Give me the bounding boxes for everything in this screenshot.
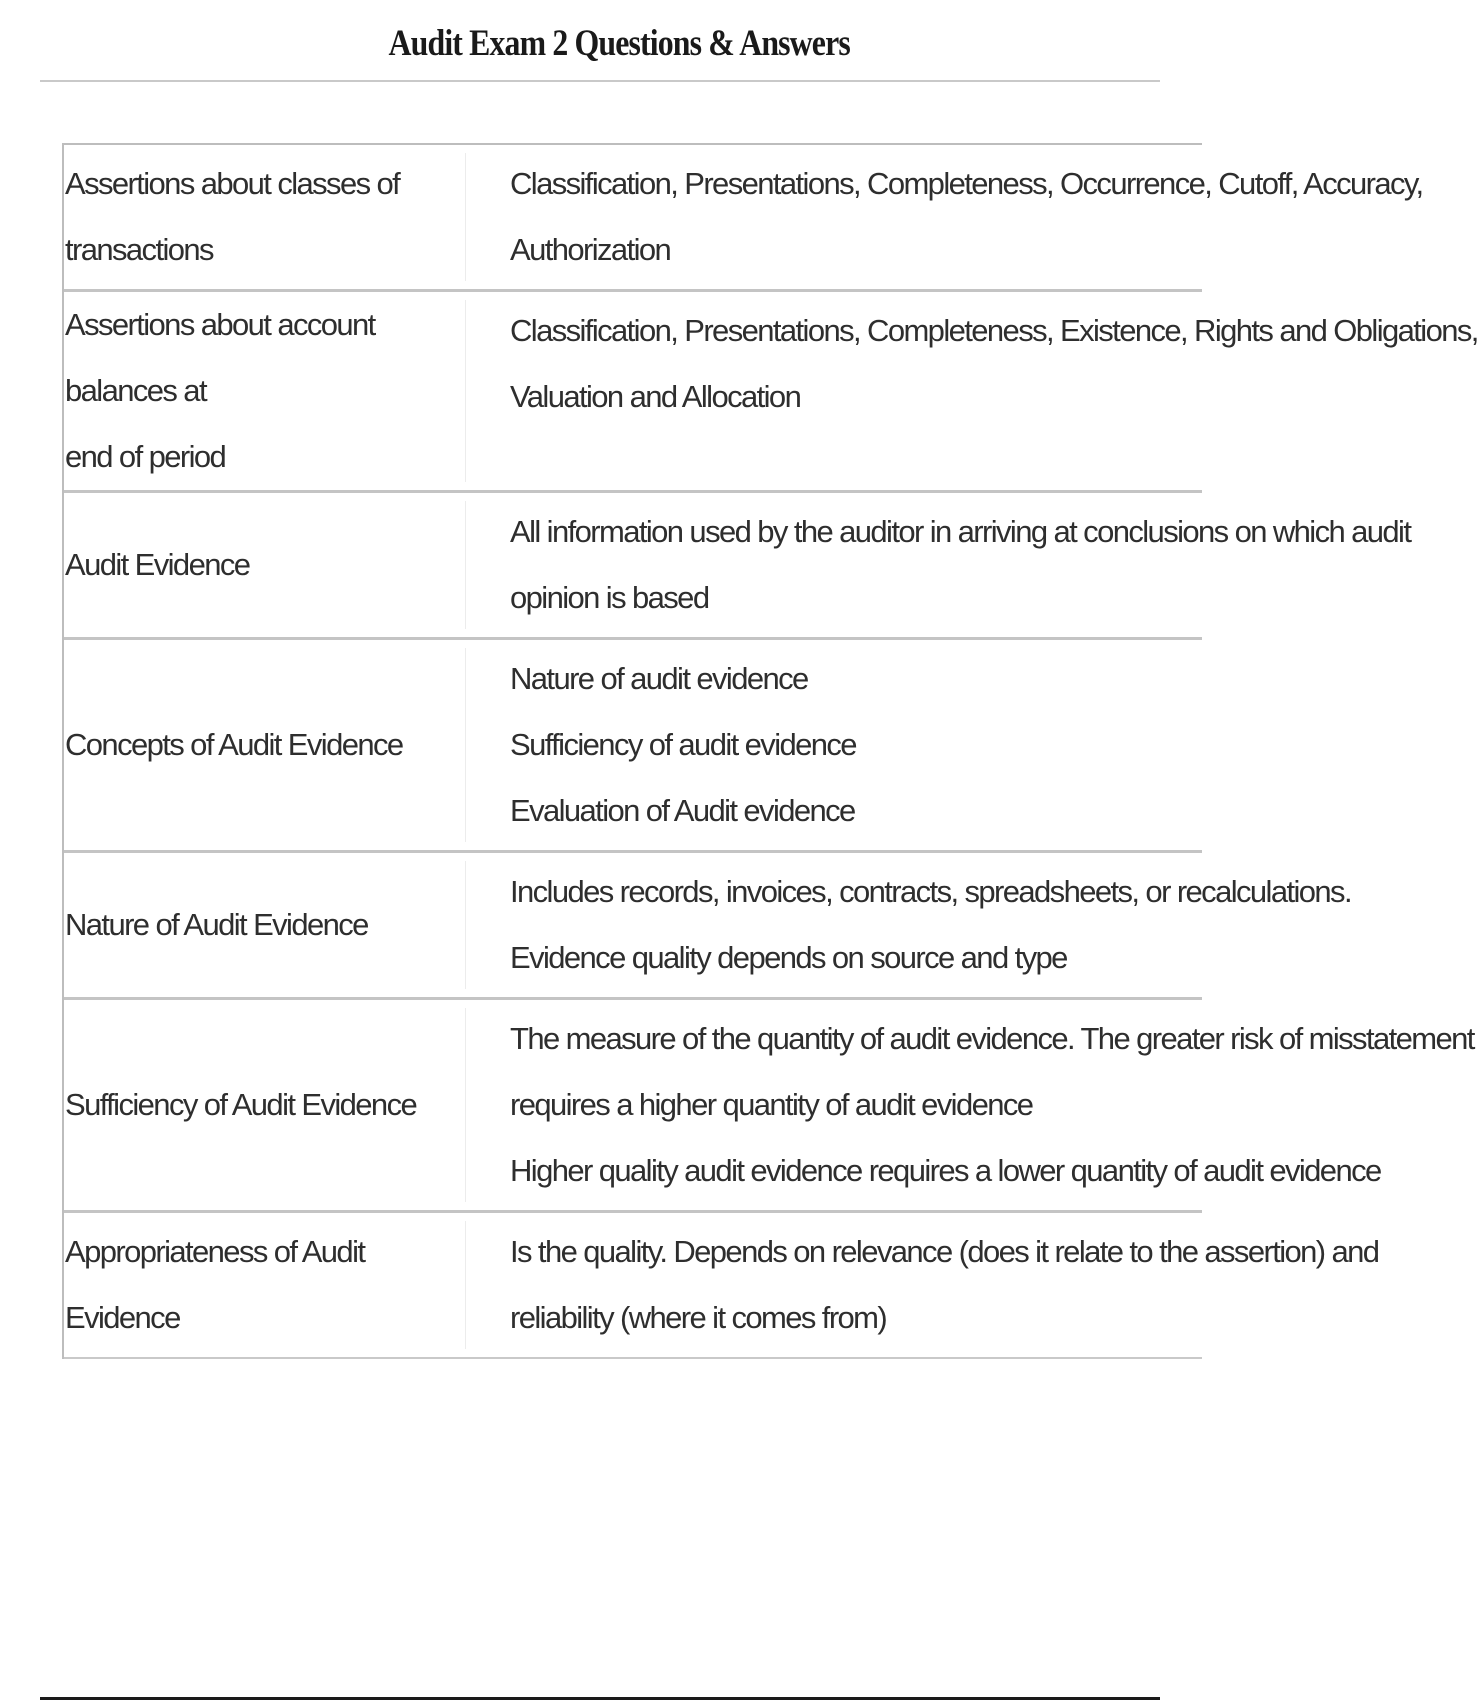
table-row xyxy=(64,640,1202,853)
definition-line: opinion is based xyxy=(510,580,709,615)
term-cell xyxy=(64,853,465,997)
term-text xyxy=(65,1072,416,1138)
definition-line: reliability (where it comes from) xyxy=(510,1300,887,1335)
table-row xyxy=(64,292,1478,493)
definition-line: requires a higher quantity of audit evidence xyxy=(510,1087,1033,1122)
definition-cell xyxy=(466,145,1423,289)
definition-line: The measure of the quantity of audit evidence. The greater risk of misstatement xyxy=(510,1021,1474,1056)
definition-line: Nature of audit evidence xyxy=(510,661,808,696)
definition-cell xyxy=(466,292,1478,490)
definition-line: Classification, Presentations, Completeness, Occurrence, Cutoff, Accuracy, xyxy=(510,166,1423,201)
term-cell xyxy=(64,145,465,289)
definition-cell xyxy=(466,640,1202,850)
term-text xyxy=(65,892,368,958)
term-text xyxy=(65,532,249,598)
term-cell xyxy=(64,1213,465,1357)
table-row xyxy=(64,145,1423,292)
term-line: end of period xyxy=(65,439,226,474)
table-row xyxy=(64,1000,1474,1213)
definition-cell xyxy=(466,1000,1474,1210)
definition-line: Authorization xyxy=(510,232,671,267)
term-cell xyxy=(64,640,465,850)
term-cell xyxy=(64,1000,465,1210)
table-row xyxy=(64,853,1351,1000)
term-line: Nature of Audit Evidence xyxy=(65,907,368,942)
term-text xyxy=(65,292,465,490)
definition-line: Valuation and Allocation xyxy=(510,379,801,414)
definition-line: Sufficiency of audit evidence xyxy=(510,727,856,762)
title-divider xyxy=(40,80,1160,82)
definition-line: Is the quality. Depends on relevance (does it relate to the assertion) and xyxy=(510,1234,1379,1269)
term-line: Assertions about account balances at xyxy=(65,307,375,408)
definition-line: Higher quality audit evidence requires a lower quantity of audit evidence xyxy=(510,1153,1381,1188)
term-cell xyxy=(64,292,465,490)
term-line: Sufficiency of Audit Evidence xyxy=(65,1087,417,1122)
definition-cell xyxy=(466,1213,1378,1357)
term-line: Appropriateness of Audit Evidence xyxy=(65,1234,365,1335)
definition-cell xyxy=(466,853,1351,997)
term-cell xyxy=(64,493,465,637)
term-line: Concepts of Audit Evidence xyxy=(65,727,403,762)
document-title: Audit Exam 2 Questions & Answers xyxy=(388,23,850,64)
term-line: Audit Evidence xyxy=(65,547,250,582)
table-row xyxy=(64,493,1411,640)
term-text xyxy=(65,151,465,283)
definition-line: Classification, Presentations, Completeness, Existence, Rights and Obligations, xyxy=(510,313,1478,348)
definition-line: All information used by the auditor in arriving at conclusions on which audit xyxy=(510,514,1411,549)
term-line: Assertions about classes of transactions xyxy=(65,166,400,267)
definition-line: Evaluation of Audit evidence xyxy=(510,793,855,828)
term-text xyxy=(65,1219,465,1351)
qa-table xyxy=(62,143,1478,1359)
definition-cell xyxy=(466,493,1410,637)
table-row xyxy=(64,1213,1379,1359)
definition-line: Includes records, invoices, contracts, spreadsheets, or recalculations. xyxy=(510,874,1351,909)
term-text xyxy=(65,712,403,778)
definition-line: Evidence quality depends on source and type xyxy=(510,940,1067,975)
